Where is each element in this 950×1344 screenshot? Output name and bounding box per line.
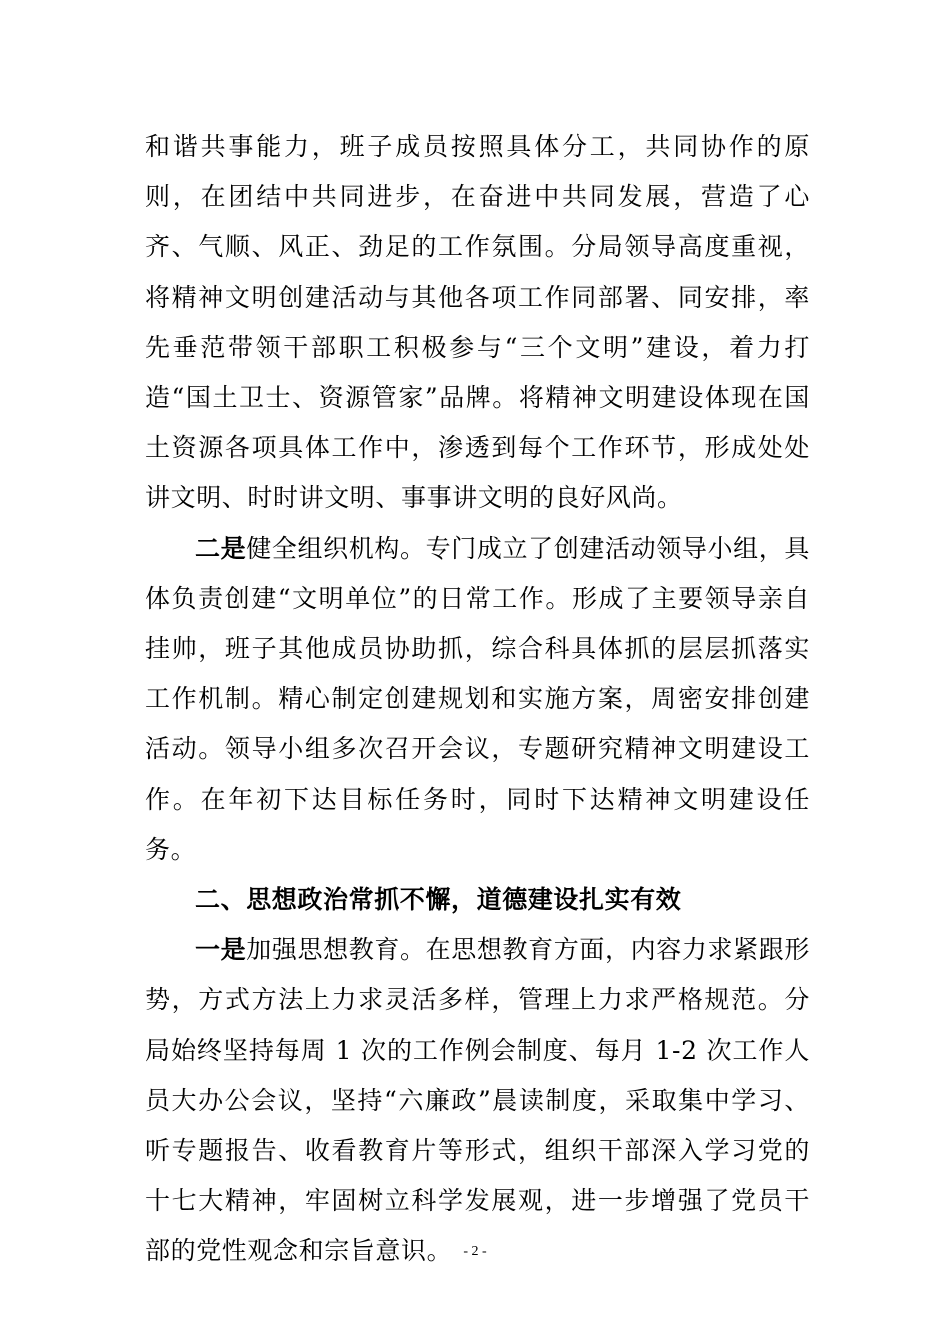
paragraph-text: 和谐共事能力，班子成员按照具体分工，共同协作的原则，在团结中共同进步，在奋进中共同发展，营造了心齐、气顺、风正、劲足的工作氛围。分局领导高度重视，将精神文明创建活动与其他各项工作同部署、同安排，率先垂范带领干部职工积极参与“三个文明”建设，着力打造“国土卫士、资源管家”品牌。将精神文明建设体现在国土资源各项具体工作中，渗透到每个工作环节，形成处处讲文明、时时讲文明、事事讲文明的良好风尚。 xyxy=(145,132,810,513)
paragraph-lead: 一是 xyxy=(195,935,247,965)
paragraph-text: 健全组织机构。专门成立了创建活动领导小组，具体负责创建“文明单位”的日常工作。形成了主要领导亲自挂帅，班子其他成员协助抓，综合科具体抓的层层抓落实工作机制。精心制定创建规划和实施方案，周密安排创建活动。领导小组多次召开会议，专题研究精神文明建设工作。在年初下达目标任务时，同时下达精神文明建设任务。 xyxy=(145,533,811,864)
document-body xyxy=(145,122,810,1277)
paragraph-text: 加强思想教育。在思想教育方面，内容力求紧跟形势，方式方法上力求灵活多样，管理上力求严格规范。分局始终坚持每周 1 次的工作例会制度、每月 1-2 次工作人员大办公会议，坚持“六廉政”晨读制度，采取集中学习、听专题报告、收看教育片等形式，组织干部深入学习党的十七大精神，牢固树立科学发展观，进一步增强了党员干部的党性观念和宗旨意识。 xyxy=(145,935,811,1266)
paragraph-continuation xyxy=(145,122,810,524)
paragraph-point-two xyxy=(145,524,810,875)
section-heading: 二、思想政治常抓不懈，道德建设扎实有效 xyxy=(195,885,682,915)
page-number: - 2 - xyxy=(463,1244,487,1259)
paragraph-lead: 二是 xyxy=(195,533,247,563)
paragraph-point-one xyxy=(145,925,810,1276)
